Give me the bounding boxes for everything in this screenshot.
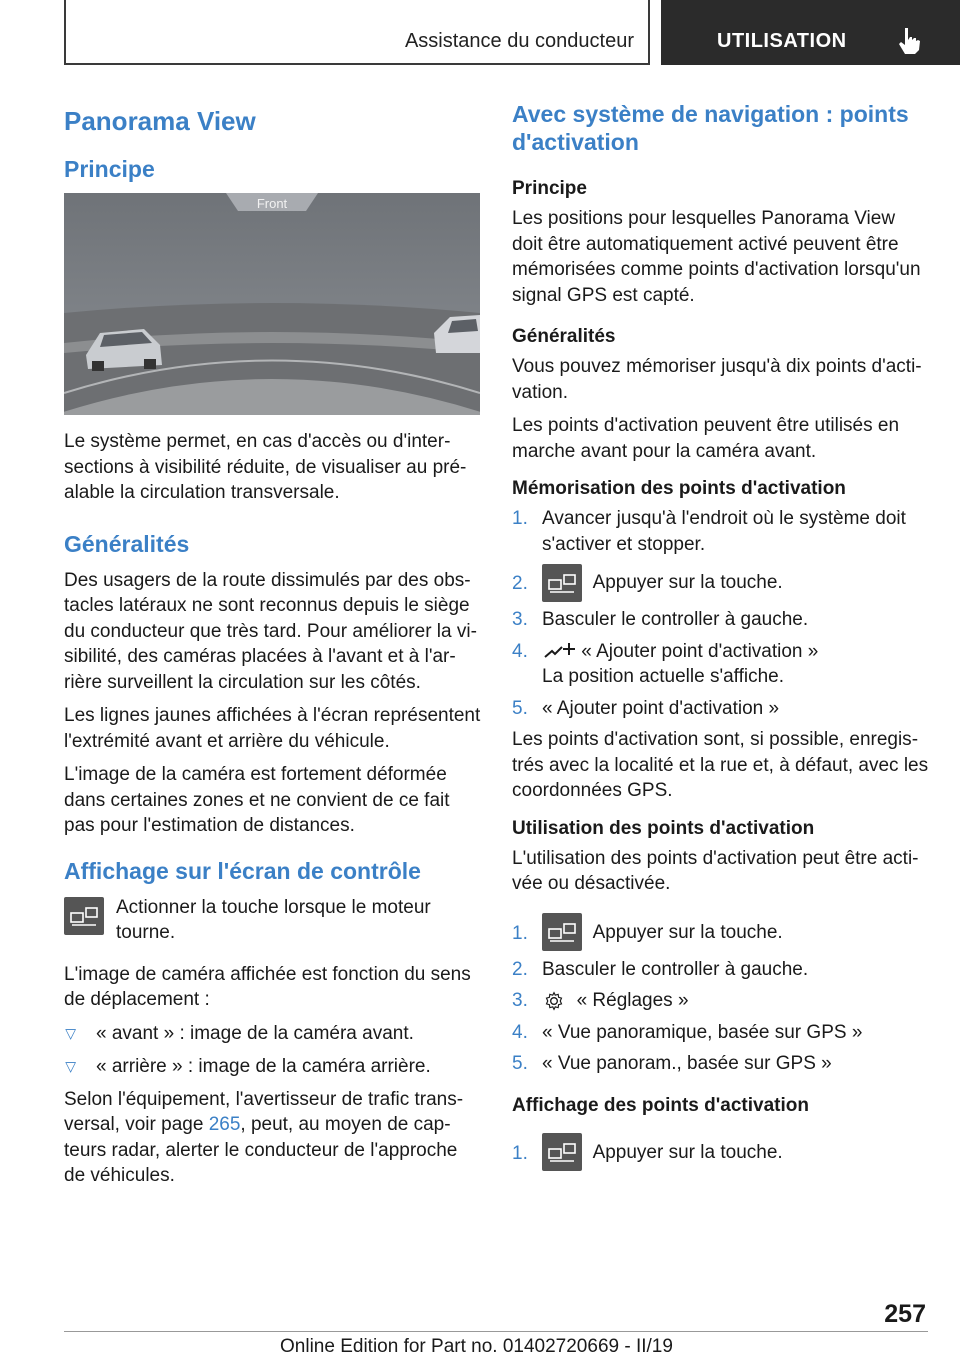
generalites-heading: Généralités — [64, 530, 190, 557]
aff-steps — [512, 1133, 930, 1173]
list-item: 4. « Vue panoramique, basée sur GPS » — [512, 1021, 863, 1043]
generalites-paragraph-2: Les lignes jaunes affichées à l'écran représentent l'extrémité avant et arrière du véhicule. — [64, 705, 481, 752]
right-principe-text: Les positions pour lesquelles Panorama View doit être automatiquement activé peuvent être mémorisées comme points d'activation lorsqu'un signal GPS est capté. — [512, 208, 921, 306]
principe-heading: Principe — [64, 156, 155, 182]
affichage-list — [64, 1021, 482, 1079]
util-steps — [512, 913, 930, 1077]
list-item: ▷ « avant » : image de la caméra avant. — [64, 1021, 482, 1046]
memo-heading: Mémorisation des points d'activation — [512, 478, 846, 499]
header-section-box — [64, 0, 650, 65]
page-reference-link[interactable]: 265 — [208, 1114, 241, 1135]
list-item: ▷ « arrière » : image de la caméra arrière. — [64, 1054, 482, 1079]
add-activation-point-icon — [542, 641, 576, 661]
camera-button-icon — [64, 897, 104, 935]
generalites-paragraph-1: Des usagers de la route dissimulés par des obstacles latéraux ne sont reconnus depuis le siège du conducteur que très tard. Pour améliorer la visibilité, des caméras placées à l'avant et à l'arrière surveillent la circulation sur les côtés. — [64, 569, 477, 693]
list-item: 1. Appuyer sur la touche. — [512, 913, 930, 953]
util-text: L'utilisation des points d'activation peut être activée ou désactivée. — [512, 847, 919, 894]
affichage-paragraph-1: L'image de caméra affichée est fonction du sens de déplacement : — [64, 963, 471, 1010]
generalites-paragraph-3: L'image de la caméra est fortement déformée dans certaines zones et ne convient de ce fait pas pour l'estimation de distances. — [64, 764, 450, 836]
camera-button-icon — [542, 913, 582, 951]
list-item: 5. « Vue panoram., basée sur GPS » — [512, 1053, 832, 1074]
aff-heading: Affichage des points d'activation — [512, 1094, 809, 1116]
list-item: 3. Basculer le controller à gauche. — [512, 609, 809, 630]
footer-divider — [64, 1331, 928, 1332]
left-column — [64, 100, 482, 1197]
camera-button-icon — [542, 1133, 582, 1171]
affichage-heading: Affichage sur l'écran de contrôle — [64, 857, 421, 884]
hand-pointer-icon — [895, 26, 923, 56]
affichage-action — [64, 895, 482, 946]
affichage-action-text: Actionner la touche lorsque le moteur tourne. — [116, 896, 431, 943]
page-title: Panorama View — [64, 106, 256, 136]
navigation-heading: Avec système de navigation : points d'activation — [512, 101, 909, 155]
util-heading: Utilisation des points d'activation — [512, 817, 815, 839]
header-section-title: Assistance du conducteur — [404, 30, 634, 52]
header-chapter-box — [661, 0, 960, 65]
camera-button-icon — [542, 564, 582, 602]
list-item: 2. Appuyer sur la touche. — [512, 563, 930, 603]
list-item: 3. « Réglages » — [512, 990, 689, 1011]
right-generalites-paragraph-1: Vous pouvez mémoriser jusqu'à dix points d'activation. — [512, 356, 922, 403]
right-principe-heading: Principe — [512, 178, 587, 199]
right-generalites-paragraph-2: Les points d'activation peuvent être utilisés en marche avant pour la caméra avant. — [512, 415, 900, 462]
right-column — [512, 100, 930, 1179]
memo-sub-text: La position actuelle s'affiche. — [542, 666, 784, 687]
footer-edition: Online Edition for Part no. 01402720669 - II/19 — [280, 1336, 673, 1357]
memo-after-text: Les points d'activation sont, si possible, enregistrés avec la localité et la rue et, à défaut, avec les coordonnées GPS. — [512, 729, 929, 801]
camera-front-label: Front — [256, 196, 288, 211]
camera-image — [64, 193, 480, 415]
list-item: 2. Basculer le controller à gauche. — [512, 958, 809, 980]
affichage-paragraph-2: Selon l'équipement, l'avertisseur de trafic transversal, voir page 265, peut, au moyen de capteurs radar, alerter le conducteur de l'approche de véhicules. — [64, 1088, 464, 1186]
list-item: 1. Appuyer sur la touche. — [512, 1133, 930, 1173]
right-generalites-heading: Généralités — [512, 326, 616, 347]
gear-icon — [542, 991, 566, 1011]
principe-text: Le système permet, en cas d'accès ou d'intersections à visibilité réduite, de visualiser au préalable la circulation transversale. — [64, 431, 467, 503]
front-camera-view — [64, 193, 480, 415]
header-chapter-title: UTILISATION — [717, 30, 847, 52]
list-item: 4. « Ajouter point d'activation » La position actuelle s'affiche. — [512, 640, 819, 687]
page-number: 257 — [884, 1300, 926, 1328]
memo-steps — [512, 506, 930, 721]
list-item: 1. Avancer jusqu'à l'endroit où le système doit s'activer et stopper. — [512, 508, 906, 555]
list-item: 5. « Ajouter point d'activation » — [512, 697, 780, 719]
